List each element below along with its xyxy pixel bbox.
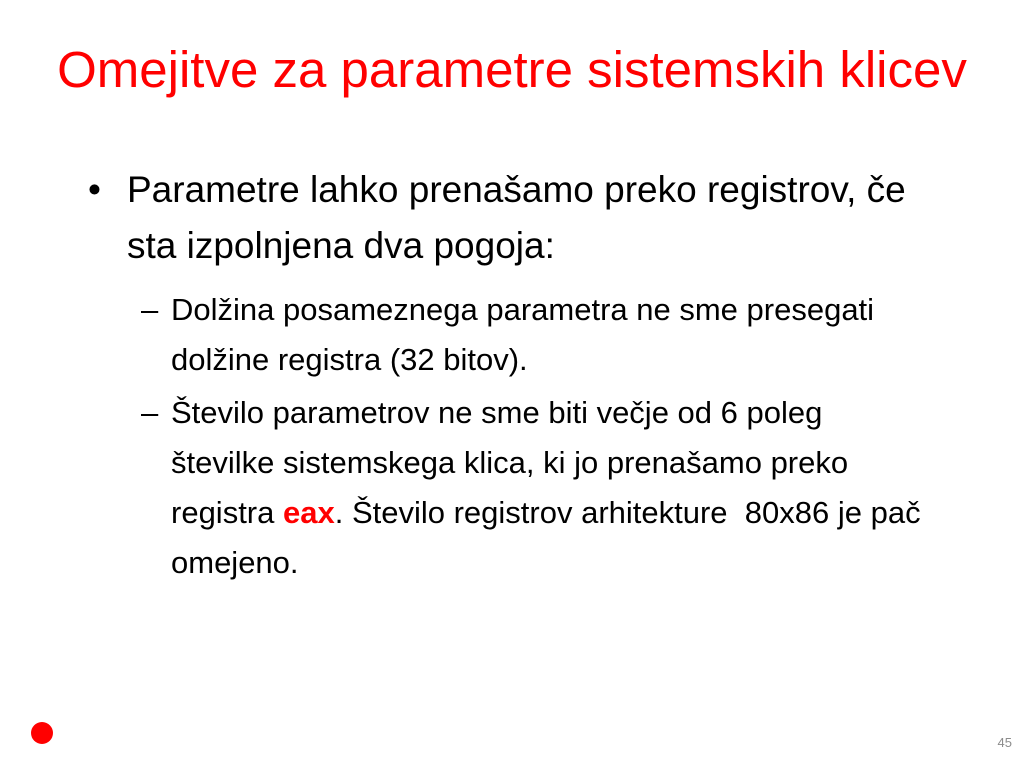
bullet-line: Parametre lahko prenašamo preko registrov, če <box>127 169 906 210</box>
sub-bullet-line: Število parametrov ne sme biti večje od 6 poleg <box>171 395 823 430</box>
sub-bullet-line: omejeno. <box>171 545 299 580</box>
sub-bullet-line <box>171 488 921 538</box>
line-segment: . Število registrov arhitekture 80x86 je pač <box>334 495 921 530</box>
slide-title: Omejitve za parametre sistemskih klicev <box>57 41 967 98</box>
sub-bullet-line: dolžine registra (32 bitov). <box>171 342 528 377</box>
sub-bullet-text <box>171 388 921 588</box>
line-segment: registra <box>171 495 283 530</box>
red-dot-decoration <box>31 722 53 744</box>
sub-bullet-text <box>171 285 874 385</box>
sub-bullet-marker: – <box>141 292 159 327</box>
sub-bullet-marker: – <box>141 395 159 430</box>
sub-bullet-line: številke sistemskega klica, ki jo prenašamo preko <box>171 445 849 480</box>
bullet-line: sta izpolnjena dva pogoja: <box>127 225 555 266</box>
sub-bullet-line: Dolžina posameznega parametra ne sme presegati <box>171 292 875 327</box>
bullet-text <box>127 162 906 274</box>
register-name-highlight: eax <box>282 495 335 530</box>
bullet-marker: • <box>88 169 101 210</box>
page-number: 45 <box>997 735 1012 750</box>
